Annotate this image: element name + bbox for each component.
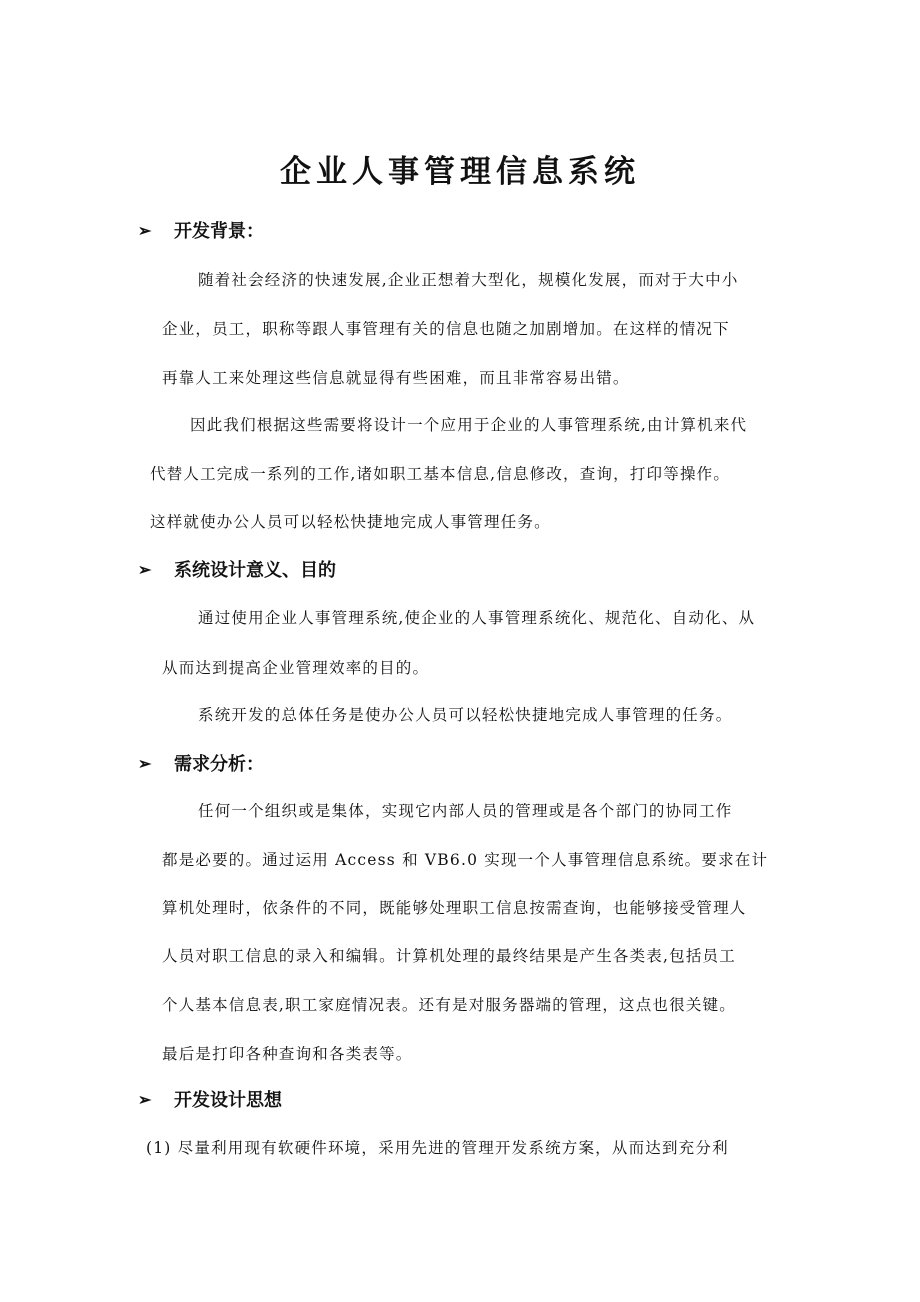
paragraph-line: 算机处理时，依条件的不同，既能够处理职工信息按需查询，也能够接受管理人: [162, 899, 747, 917]
section-heading-text: 开发背景：: [174, 221, 264, 242]
section-heading-background: [138, 217, 264, 243]
section-heading-text: 系统设计意义、目的: [174, 560, 336, 581]
arrow-bullet-icon: ➢: [138, 753, 152, 773]
paragraph-line: 这样就使办公人员可以轻松快捷地完成人事管理任务。: [150, 513, 551, 531]
paragraph-line: 从而达到提高企业管理效率的目的。: [162, 659, 430, 677]
section-heading-text: 开发设计思想: [174, 1090, 282, 1111]
arrow-bullet-icon: ➢: [138, 1089, 152, 1109]
arrow-bullet-icon: ➢: [138, 220, 152, 240]
paragraph-line: 人员对职工信息的录入和编辑。计算机处理的最终结果是产生各类表,包括员工: [162, 947, 736, 965]
paragraph-line: 代替人工完成一系列的工作,诸如职工基本信息,信息修改，查询，打印等操作。: [150, 465, 731, 483]
section-heading-design-ideas: [138, 1086, 282, 1112]
section-heading-purpose: [138, 556, 336, 582]
paragraph-line: 随着社会经济的快速发展,企业正想着大型化，规模化发展，而对于大中小: [198, 271, 739, 289]
paragraph-line: 企业，员工，职称等跟人事管理有关的信息也随之加剧增加。在这样的情况下: [162, 320, 730, 338]
paragraph-line: 系统开发的总体任务是使办公人员可以轻松快捷地完成人事管理的任务。: [198, 706, 733, 724]
paragraph-line: 因此我们根据这些需要将设计一个应用于企业的人事管理系统,由计算机来代: [190, 416, 748, 434]
paragraph-line: 都是必要的。通过运用 Access 和 VB6.0 实现一个人事管理信息系统。要求在计: [162, 851, 769, 869]
paragraph-line: 最后是打印各种查询和各类表等。: [162, 1045, 413, 1063]
section-heading-text: 需求分析：: [174, 754, 264, 775]
paragraph-line: 通过使用企业人事管理系统,使企业的人事管理系统化、规范化、自动化、从: [198, 609, 756, 627]
arrow-bullet-icon: ➢: [138, 559, 152, 579]
paragraph-line: (1) 尽量利用现有软硬件环境，采用先进的管理开发系统方案，从而达到充分利: [146, 1139, 729, 1157]
paragraph-line: 个人基本信息表,职工家庭情况表。还有是对服务器端的管理，这点也很关键。: [162, 996, 736, 1014]
paragraph-line: 任何一个组织或是集体，实现它内部人员的管理或是各个部门的协同工作: [198, 802, 733, 820]
section-heading-requirements: [138, 750, 264, 776]
paragraph-line: 再靠人工来处理这些信息就显得有些困难，而且非常容易出错。: [162, 369, 630, 387]
document-title: 企业人事管理信息系统: [280, 154, 640, 190]
